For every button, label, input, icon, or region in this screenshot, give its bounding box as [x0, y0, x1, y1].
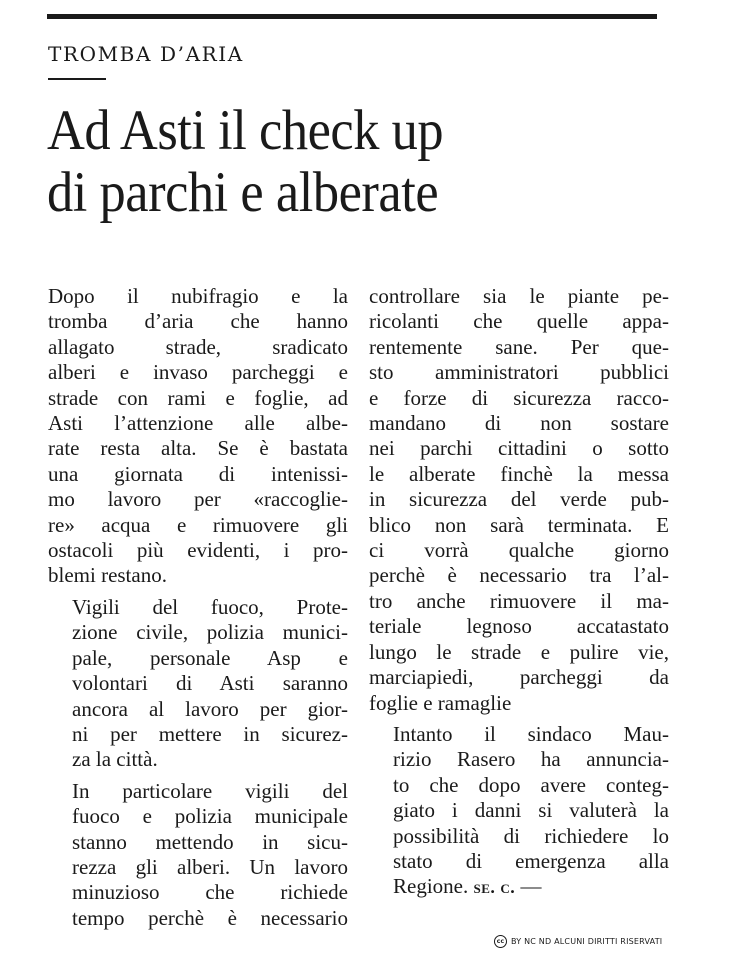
license-text: BY NC ND ALCUNI DIRITTI RISERVATI	[511, 937, 663, 946]
text-line: stanno mettendo in sicu-	[72, 829, 348, 854]
text-line: tromba d’aria che hanno	[48, 309, 348, 334]
kicker-underline	[48, 78, 106, 80]
text-line: lungo le strade e pulire vie,	[369, 639, 669, 664]
text-line: una giornata di intenissi-	[48, 461, 348, 486]
text-line: Dopo il nubifragio e la	[48, 284, 348, 308]
text-line: teriale legnoso accatastato	[369, 614, 669, 639]
text-line: controllare sia le piante pe-	[369, 284, 669, 308]
text-line: alberi e invaso parcheggi e	[48, 360, 348, 385]
text-line: stato di emergenza alla	[393, 848, 669, 873]
text-line: e forze di sicurezza racco-	[369, 385, 669, 410]
text-line: In particolare vigili del	[72, 778, 348, 803]
text-line: Asti l’attenzione alle albe-	[48, 411, 348, 436]
closing-word: Regione.	[393, 874, 469, 899]
text-line: possibilità di richiedere lo	[393, 823, 669, 848]
paragraph-3	[48, 779, 348, 931]
text-line: rezza gli alberi. Un lavoro	[72, 854, 348, 879]
text-line: sto amministratori pubblici	[369, 360, 669, 385]
text-line: marciapiedi, parcheggi da	[369, 665, 669, 690]
text-line: foglie e ramaglie	[369, 690, 512, 715]
paragraph-1	[48, 284, 348, 589]
creative-commons-icon: cc	[494, 935, 507, 948]
headline	[47, 100, 443, 224]
text-line: rate resta alta. Se è bastata	[48, 436, 348, 461]
text-line: allagato strade, sradicato	[48, 334, 348, 359]
text-line: pale, personale Asp e	[72, 645, 348, 670]
text-line: rizio Rasero ha annuncia-	[393, 747, 669, 772]
text-line: mo lavoro per «raccoglie-	[48, 487, 348, 512]
text-line: ricolanti che quelle appa-	[369, 309, 669, 334]
text-line: fuoco e polizia municipale	[72, 804, 348, 829]
text-line: mandano di non sostare	[369, 411, 669, 436]
text-line: ancora al lavoro per gior-	[72, 696, 348, 721]
text-line: tro anche rimuovere il ma-	[369, 588, 669, 613]
text-line: volontari di Asti saranno	[72, 671, 348, 696]
text-line: in sicurezza del verde pub-	[369, 487, 669, 512]
headline-line-1: Ad Asti il check up	[47, 99, 444, 162]
license-notice	[494, 935, 662, 948]
text-line: strade con rami e foglie, ad	[48, 385, 348, 410]
text-line: blico non sarà terminata. E	[369, 512, 669, 537]
text-line: ni per mettere in sicurez-	[72, 721, 348, 746]
text-line: zione civile, polizia munici-	[72, 620, 348, 645]
text-line: rentemente sane. Per que-	[369, 334, 669, 359]
text-line: tempo perchè è necessario	[72, 905, 348, 930]
left-column	[48, 284, 348, 931]
paragraph-2	[48, 595, 348, 773]
paragraph-3-continued	[369, 284, 669, 716]
paragraph-4	[369, 722, 669, 901]
text-line: minuzioso che richiede	[72, 880, 348, 905]
paragraph-4-body	[369, 722, 669, 874]
right-column	[369, 284, 669, 901]
headline-line-2: di parchi e alberate	[47, 161, 439, 224]
text-line: to che dopo avere conteg-	[393, 772, 669, 797]
text-line: ostacoli più evidenti, i pro-	[48, 538, 348, 563]
text-line: re» acqua e rimuovere gli	[48, 512, 348, 537]
text-line: giato i danni si valuterà la	[393, 798, 669, 823]
end-mark: —	[520, 874, 542, 899]
section-kicker: TROMBA D’ARIA	[48, 42, 244, 66]
text-line: blemi restano.	[48, 563, 167, 588]
author-signature: se. c.	[473, 877, 516, 898]
text-line: ci vorrà qualche giorno	[369, 538, 669, 563]
text-line: nei parchi cittadini o sotto	[369, 436, 669, 461]
text-line: za la città.	[72, 747, 158, 772]
text-line: le alberate finchè la messa	[369, 461, 669, 486]
text-line: perchè è necessario tra l’al-	[369, 563, 669, 588]
top-rule	[47, 14, 657, 19]
paragraph-4-last-line	[369, 874, 669, 900]
text-line: Intanto il sindaco Mau-	[393, 721, 669, 746]
text-line: Vigili del fuoco, Prote-	[72, 594, 348, 619]
